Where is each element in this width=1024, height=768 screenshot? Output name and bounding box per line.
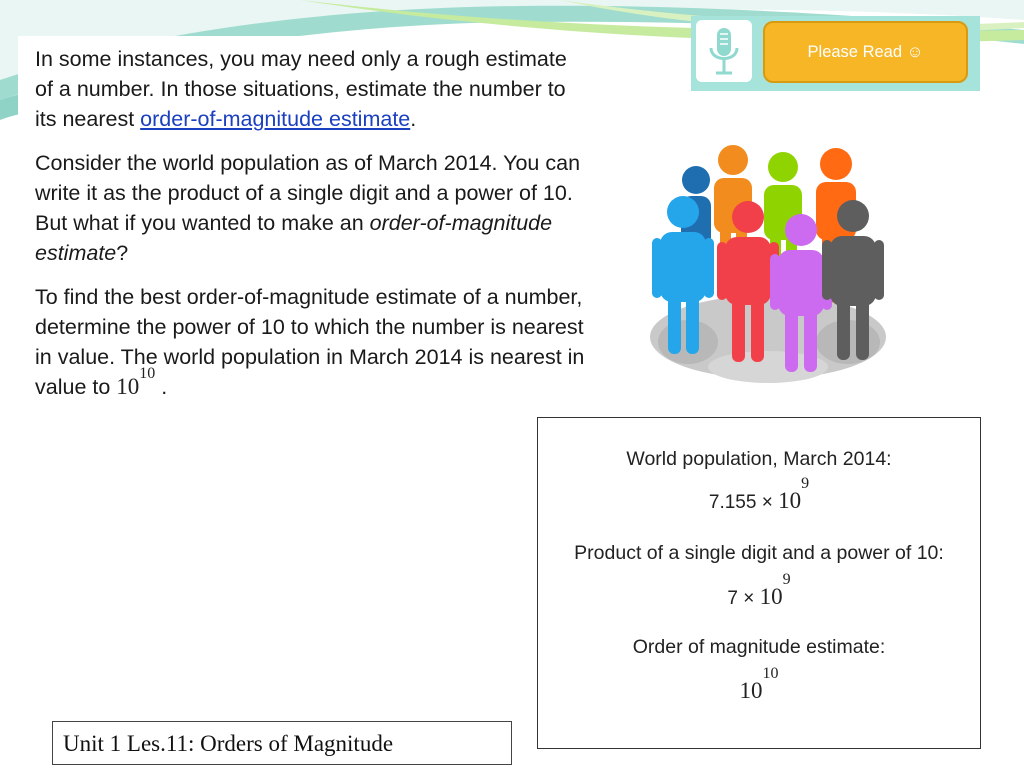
unit-lesson-label: Unit 1 Les.11: Orders of Magnitude xyxy=(52,721,512,765)
paragraph-best-estimate xyxy=(35,282,590,402)
power-expression xyxy=(778,475,810,513)
paragraph-rough-estimate xyxy=(35,44,590,134)
value-order-estimate xyxy=(538,665,980,704)
power-exponent: 10 xyxy=(139,365,156,382)
paragraph-text: Consider the world population as of March 2014. You can write it as the product of a single digit and a power of 10. But what if you wanted to make an xyxy=(35,151,581,235)
italic-term: order-of-magnitude estimate xyxy=(35,211,553,265)
read-aloud-widget xyxy=(691,16,980,91)
power-exponent: 9 xyxy=(801,475,810,492)
power-expression xyxy=(759,571,791,609)
estimate-summary-box xyxy=(537,417,981,749)
label-order-estimate: Order of magnitude estimate: xyxy=(632,636,886,658)
power-expression xyxy=(116,365,156,399)
power-exponent: 10 xyxy=(762,665,779,682)
power-expression xyxy=(739,665,779,703)
power-base: 10 xyxy=(778,488,802,513)
please-read-button[interactable]: Please Read ☺ xyxy=(763,21,968,83)
paragraph-punct: ? xyxy=(116,241,129,265)
power-base: 10 xyxy=(739,678,763,703)
power-base: 10 xyxy=(116,374,140,399)
label-product: Product of a single digit and a power of 10: xyxy=(574,542,944,564)
main-text-panel xyxy=(18,36,600,454)
group-of-people-icon xyxy=(648,142,888,387)
value-product xyxy=(538,571,980,610)
power-base: 10 xyxy=(759,584,783,609)
paragraph-punct: . xyxy=(410,107,417,131)
paragraph-punct: . xyxy=(161,375,168,399)
value-world-population xyxy=(538,475,980,514)
microphone-icon[interactable] xyxy=(696,20,752,82)
paragraph-text: To find the best order-of-magnitude estimate of a number, determine the power of 10 to which the number is nearest in value. The world population in March 2014 is nearest in value to xyxy=(35,285,585,399)
label-world-population: World population, March 2014: xyxy=(626,448,892,470)
coefficient: 7.155 × xyxy=(708,492,779,513)
coefficient: 7 × xyxy=(727,588,760,609)
paragraph-world-population xyxy=(35,148,590,268)
power-exponent: 9 xyxy=(782,571,791,588)
order-of-magnitude-link[interactable]: order-of-magnitude estimate xyxy=(140,107,411,131)
paragraph-text: In some instances, you may need only a rough estimate of a number. In those situations, estimate the number to its nearest xyxy=(35,47,567,131)
